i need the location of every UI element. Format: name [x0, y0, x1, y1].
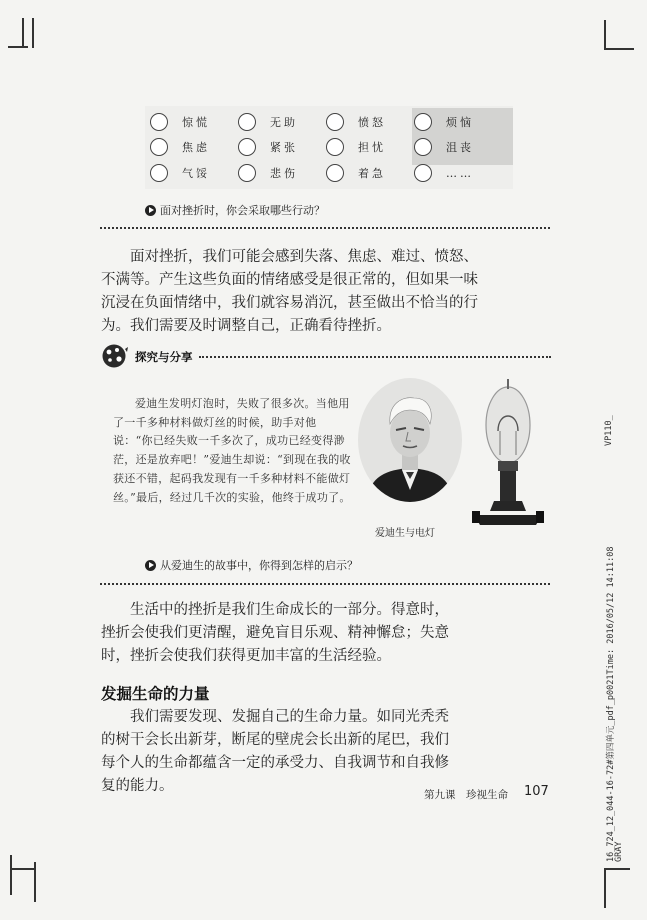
crop-mark-top-left-v2 — [32, 18, 34, 48]
emotion-label: 紧张 — [270, 141, 298, 154]
checkbox-circle[interactable] — [150, 113, 168, 131]
crop-mark-bottom-left-h — [10, 868, 34, 870]
checkbox-circle[interactable] — [326, 138, 344, 156]
paragraph-frustration-emotions: 面对挫折，我们可能会感到失落、焦虑、难过、愤怒、不满等。产生这些负面的情绪感受是很正常的，但如果一味沉浸在负面情绪中，我们就容易消沉，甚至做出不恰当的行为。我们需要及时调整自己，正确看待挫折。 — [101, 249, 478, 334]
checkbox-circle[interactable] — [414, 138, 432, 156]
checkbox-circle[interactable] — [414, 113, 432, 131]
emotion-option[interactable] — [238, 110, 326, 134]
emotion-option[interactable] — [326, 161, 414, 185]
explore-share-title: 探究与分享 — [135, 350, 193, 364]
play-icon — [145, 205, 156, 216]
emotion-option[interactable] — [150, 135, 238, 159]
emotion-label: …… — [446, 166, 474, 180]
emotion-label: 惊慌 — [182, 116, 210, 129]
image-caption: 爱迪生与电灯 — [375, 528, 435, 539]
crop-mark-bottom-left-v1 — [10, 855, 12, 895]
emotion-label: 无助 — [270, 116, 298, 129]
checkbox-circle[interactable] — [238, 164, 256, 182]
footer-lesson: 第九课 珍视生命 — [424, 789, 508, 801]
emotion-label: 悲伤 — [270, 167, 298, 180]
emotion-option[interactable] — [150, 161, 238, 185]
emotion-option[interactable] — [238, 135, 326, 159]
crop-mark-bottom-left-v2 — [34, 862, 36, 902]
emotion-option[interactable] — [414, 161, 502, 185]
dotted-divider-1 — [100, 227, 550, 229]
emotion-option[interactable] — [414, 110, 502, 134]
question-2 — [145, 557, 358, 573]
emotion-row-1 — [150, 110, 502, 134]
explore-share-header — [101, 343, 551, 369]
emotion-label: 担忧 — [358, 141, 386, 154]
question-2-text: 从爱迪生的故事中，你得到怎样的启示？ — [160, 559, 358, 572]
emotion-row-3 — [150, 161, 502, 185]
checkbox-circle[interactable] — [238, 138, 256, 156]
crop-mark-top-right-v — [604, 20, 606, 50]
emotion-label: 着急 — [358, 167, 386, 180]
edison-story: 爱迪生发明灯泡时，失败了很多次。当他用了一千多种材料做灯丝的时候，助手对他说：“你已经失败一千多次了，成功已经变得渺茫，还是放弃吧！”爱迪生却说：“到现在我的收获还不错，起码我发现有一千多种材料不能做灯丝。”最后，经过几千次的实验，他终于成功了。 — [113, 397, 351, 504]
emotion-option[interactable] — [150, 110, 238, 134]
emotion-option[interactable] — [326, 110, 414, 134]
question-1-text: 面对挫折时，你会采取哪些行动？ — [160, 204, 325, 217]
emotion-option[interactable] — [414, 135, 502, 159]
emotion-row-2 — [150, 135, 502, 159]
crop-mark-top-right-h — [604, 48, 634, 50]
dotted-divider-2 — [100, 583, 550, 585]
side-margin-gray: GRAY — [614, 841, 624, 862]
light-bulb-image — [470, 375, 546, 535]
emotion-label: 烦恼 — [446, 116, 474, 129]
emotion-option[interactable] — [326, 135, 414, 159]
dotted-divider-explore — [199, 356, 551, 358]
emotion-label: 气馁 — [182, 167, 210, 180]
paragraph-life-power: 我们需要发现、发掘自己的生命力量。如同光秃秃的树干会长出新芽，断尾的壁虎会长出新的尾巴，我们每个人的生命都蕴含一定的承受力、自我调节和自我修复的能力。 — [101, 709, 449, 794]
crop-mark-bottom-right-h — [604, 868, 630, 870]
page-number: 107 — [524, 784, 549, 799]
checkbox-circle[interactable] — [326, 164, 344, 182]
checkbox-circle[interactable] — [414, 164, 432, 182]
side-margin-upper: VP110_ — [604, 415, 614, 446]
question-1 — [145, 202, 325, 218]
emotion-label: 沮丧 — [446, 141, 474, 154]
play-icon — [145, 560, 156, 571]
emotion-label: 愤怒 — [358, 116, 386, 129]
checkbox-circle[interactable] — [150, 164, 168, 182]
checkbox-circle[interactable] — [326, 113, 344, 131]
explore-share-icon — [101, 343, 129, 369]
crop-mark-top-left-h — [8, 46, 28, 48]
crop-mark-top-left-v1 — [22, 18, 24, 48]
checkbox-circle[interactable] — [150, 138, 168, 156]
edison-portrait — [358, 378, 462, 506]
paragraph-setbacks-growth: 生活中的挫折是我们生命成长的一部分。得意时，挫折会使我们更清醒，避免盲目乐观、精神懈怠；失意时，挫折会使我们获得更加丰富的生活经验。 — [101, 602, 449, 664]
checkbox-circle[interactable] — [238, 113, 256, 131]
crop-mark-bottom-right-v — [604, 868, 606, 908]
emotion-label: 焦虑 — [182, 141, 210, 154]
side-margin-lower: 16_724_12_044-16-72#第四单元_pdf_p0021Time: 2016/05/12 14:11:08 — [606, 546, 616, 862]
section-heading: 发掘生命的力量 — [101, 685, 210, 703]
emotion-option[interactable] — [238, 161, 326, 185]
